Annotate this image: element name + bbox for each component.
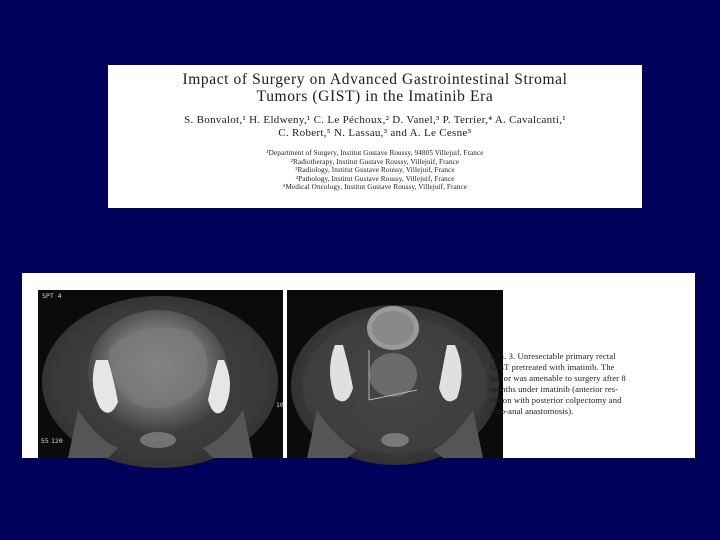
caption-line: ection with posterior colpectomy and — [490, 395, 622, 405]
affiliation-line: ¹Department of Surgery, Institut Gustave Roussy, 94805 Villejuif, France — [266, 149, 484, 157]
ct-scan-after-image — [287, 290, 503, 458]
paper-title — [108, 71, 642, 105]
scan-label: 55 — [41, 437, 49, 445]
scan-label: 10 — [276, 401, 284, 409]
author-list — [108, 114, 642, 140]
paper-header-card — [108, 65, 642, 208]
affiliation-line: ³Radiology, Institut Gustave Roussy, Villejuif, France — [295, 166, 455, 175]
figure-caption — [490, 351, 690, 417]
author-line: S. Bonvalot,¹ H. Eldweny,¹ C. Le Péchoux,² D. Vanel,³ P. Terrier,⁴ A. Cavalcanti,¹ — [184, 114, 566, 126]
caption-line: colo-anal anastomosis). — [490, 406, 574, 416]
figure-card — [22, 273, 695, 458]
affiliation-list — [108, 149, 642, 192]
affiliation-line: ⁵Medical Oncology, Institut Gustave Roussy, Villejuif, France — [282, 183, 468, 192]
author-line: C. Robert,⁵ N. Lassau,³ and A. Le Cesne⁵ — [278, 127, 472, 139]
caption-line: GIST pretreated with imatinib. The — [490, 362, 615, 372]
caption-line: FIG. 3. Unresectable primary rectal — [490, 351, 616, 361]
affiliation-line: ⁴Pathology, Institut Gustave Roussy, Villejuif, France — [295, 174, 455, 183]
caption-line: tumor was amenable to surgery after 8 — [490, 373, 626, 383]
scan-label: SPT 4 — [42, 292, 62, 300]
paper-title-line: Tumors (GIST) in the Imatinib Era — [256, 88, 494, 105]
ct-scan-before-image — [38, 290, 283, 458]
scan-label: 120 — [51, 437, 63, 445]
paper-title-line: Impact of Surgery on Advanced Gastrointestinal Stromal — [182, 71, 568, 88]
affiliation-line: ²Radiotherapy, Institut Gustave Roussy, Villejuif, France — [290, 157, 460, 166]
caption-line: months under imatinib (anterior res- — [490, 384, 619, 394]
